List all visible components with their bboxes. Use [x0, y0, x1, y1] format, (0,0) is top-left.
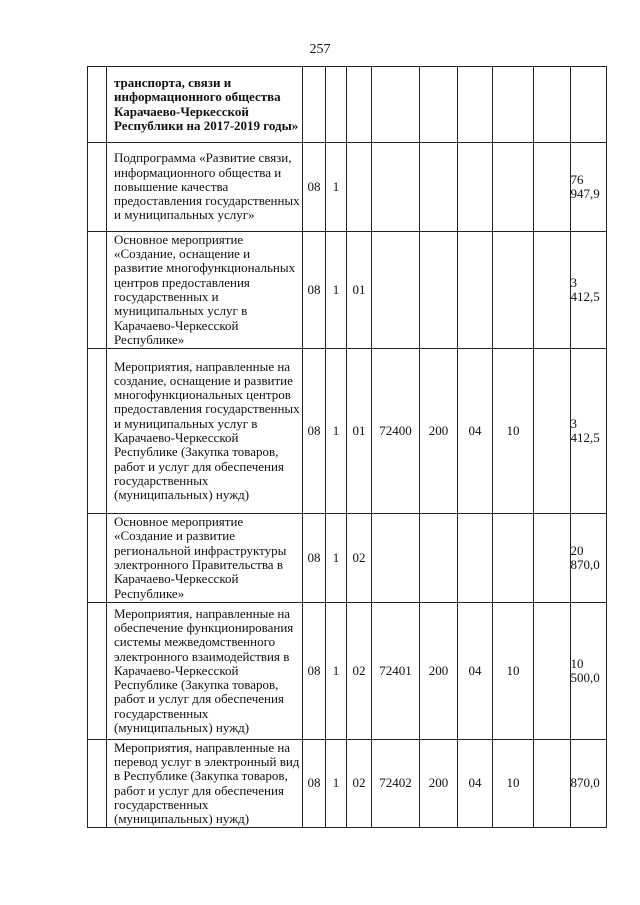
- direction-cell: 200: [420, 349, 458, 514]
- program-cell: 02: [347, 514, 372, 603]
- ppp-cell: [493, 514, 534, 603]
- vr-cell: [458, 514, 493, 603]
- description-text: Основное мероприятие «Создание, оснащение и развитие многофункциональных центров предоставления государственных и муниципальных услуг в Карачаево-Черкесской Республике»: [114, 231, 296, 347]
- vr-cell: 04: [458, 603, 493, 740]
- direction-cell: [420, 232, 458, 349]
- pr-cell: [326, 67, 347, 143]
- rz-cell: 08: [303, 740, 326, 828]
- amount-cell: 76 947,9: [570, 143, 607, 232]
- program-cell: [347, 67, 372, 143]
- kosgu-cell: [534, 349, 571, 514]
- table-row: [88, 603, 607, 740]
- rz-cell: 08: [303, 514, 326, 603]
- ppp-cell: [493, 143, 534, 232]
- ppp-cell: 10: [493, 349, 534, 514]
- description-text: Подпрограмма «Развитие связи, информационного общества и повышение качества предоставления государственных и муниципальных услуг»: [114, 150, 300, 223]
- description-text: Мероприятия, направленные на создание, оснащение и развитие многофункциональных центров предоставления государственных и муниципальных услуг в Карачаево-Черкесской Республике (Закупка товаров, работ и услуг для обеспечения государственных (муниципальных) нужд): [114, 358, 300, 503]
- pr-cell: 1: [326, 603, 347, 740]
- subprogram-cell: 72400: [372, 349, 420, 514]
- description-cell: [107, 514, 303, 603]
- description-cell: [107, 740, 303, 828]
- budget-table-body: [88, 67, 607, 828]
- description-text: Основное мероприятие «Создание и развитие региональной инфраструктуры электронного Правительства в Карачаево-Черкесской Республике»: [114, 514, 287, 601]
- amount-cell: 3 412,5: [570, 232, 607, 349]
- rz-cell: 08: [303, 349, 326, 514]
- table-row: [88, 67, 607, 143]
- pr-cell: 1: [326, 740, 347, 828]
- description-cell: [107, 349, 303, 514]
- row-margin-cell: [88, 143, 107, 232]
- row-margin-cell: [88, 603, 107, 740]
- kosgu-cell: [534, 603, 571, 740]
- table-row: [88, 232, 607, 349]
- ppp-cell: 10: [493, 740, 534, 828]
- table-row: [88, 143, 607, 232]
- description-text: транспорта, связи и информационного общества Карачаево-Черкесской Республики на 2017-2019 годы»: [114, 74, 299, 133]
- description-cell: [107, 143, 303, 232]
- vr-cell: [458, 232, 493, 349]
- budget-table: [87, 66, 607, 828]
- amount-cell: 3 412,5: [570, 349, 607, 514]
- direction-cell: 200: [420, 603, 458, 740]
- amount-cell: 870,0: [570, 740, 607, 828]
- subprogram-cell: [372, 67, 420, 143]
- description-text: Мероприятия, направленные на перевод услуг в электронный вид в Республике (Закупка товаров, работ и услуг для обеспечения государственных (муниципальных) нужд): [114, 739, 300, 827]
- subprogram-cell: [372, 514, 420, 603]
- program-cell: 02: [347, 740, 372, 828]
- row-margin-cell: [88, 349, 107, 514]
- rz-cell: [303, 67, 326, 143]
- row-margin-cell: [88, 514, 107, 603]
- direction-cell: 200: [420, 740, 458, 828]
- description-text: Мероприятия, направленные на обеспечение функционирования системы межведомственного электронного взаимодействия в Карачаево-Черкесской Республике (Закупка товаров, работ и услуг для обеспечения государственных (муниципальных) нужд): [114, 605, 294, 736]
- page-number: 257: [309, 42, 331, 57]
- pr-cell: 1: [326, 514, 347, 603]
- vr-cell: 04: [458, 349, 493, 514]
- subprogram-cell: 72402: [372, 740, 420, 828]
- program-cell: 01: [347, 349, 372, 514]
- kosgu-cell: [534, 514, 571, 603]
- table-row: [88, 514, 607, 603]
- kosgu-cell: [534, 232, 571, 349]
- kosgu-cell: [534, 143, 571, 232]
- program-cell: 02: [347, 603, 372, 740]
- program-cell: 01: [347, 232, 372, 349]
- table-row: [88, 740, 607, 828]
- rz-cell: 08: [303, 143, 326, 232]
- rz-cell: 08: [303, 232, 326, 349]
- row-margin-cell: [88, 232, 107, 349]
- direction-cell: [420, 143, 458, 232]
- subprogram-cell: 72401: [372, 603, 420, 740]
- row-margin-cell: [88, 740, 107, 828]
- direction-cell: [420, 67, 458, 143]
- vr-cell: [458, 143, 493, 232]
- ppp-cell: 10: [493, 603, 534, 740]
- amount-cell: [570, 67, 607, 143]
- amount-cell: 20 870,0: [570, 514, 607, 603]
- kosgu-cell: [534, 740, 571, 828]
- vr-cell: 04: [458, 740, 493, 828]
- vr-cell: [458, 67, 493, 143]
- description-cell: [107, 67, 303, 143]
- pr-cell: 1: [326, 143, 347, 232]
- amount-cell: 10 500,0: [570, 603, 607, 740]
- table-row: [88, 349, 607, 514]
- kosgu-cell: [534, 67, 571, 143]
- direction-cell: [420, 514, 458, 603]
- row-margin-cell: [88, 67, 107, 143]
- program-cell: [347, 143, 372, 232]
- description-cell: [107, 603, 303, 740]
- pr-cell: 1: [326, 232, 347, 349]
- description-cell: [107, 232, 303, 349]
- subprogram-cell: [372, 143, 420, 232]
- subprogram-cell: [372, 232, 420, 349]
- ppp-cell: [493, 232, 534, 349]
- rz-cell: 08: [303, 603, 326, 740]
- pr-cell: 1: [326, 349, 347, 514]
- ppp-cell: [493, 67, 534, 143]
